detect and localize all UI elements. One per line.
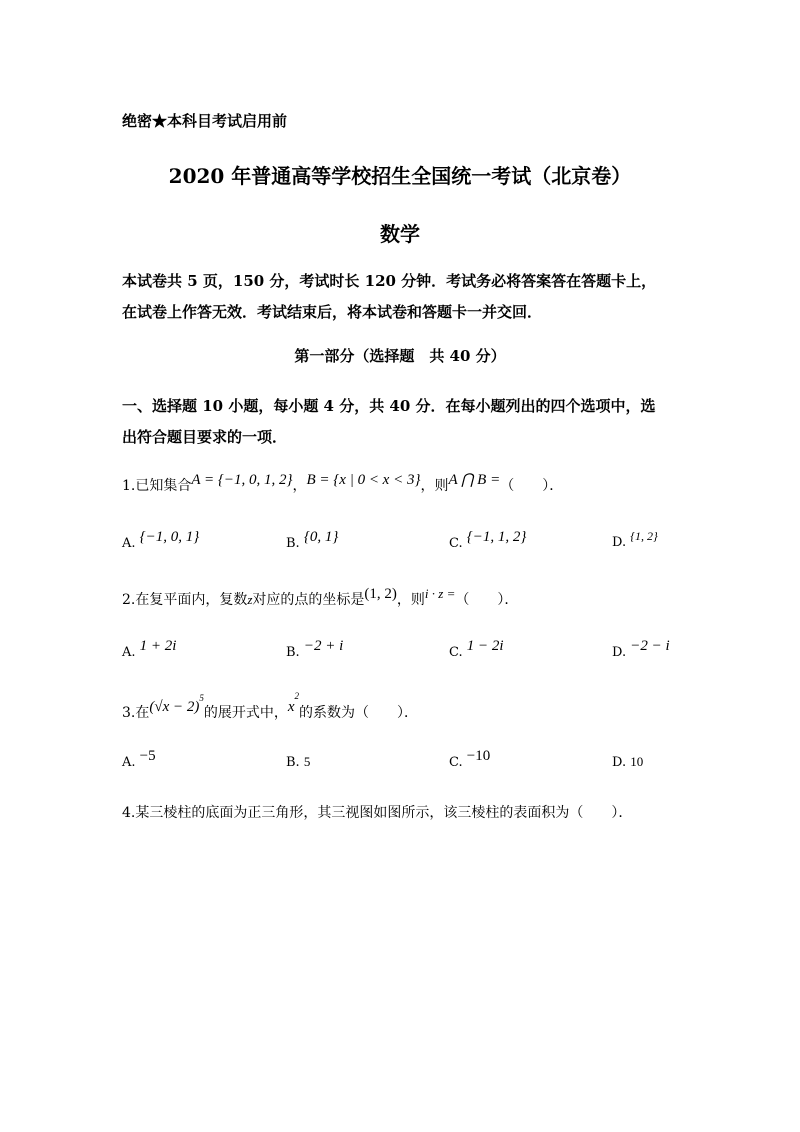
option-3b-value: 5: [303, 754, 311, 769]
question-2-mid2: ，则: [396, 592, 425, 608]
question-3: [122, 691, 419, 722]
option-1a: A. {−1, 0, 1}: [122, 529, 200, 551]
option-3a-value: −5: [139, 748, 156, 764]
question-3-var: x: [287, 699, 295, 715]
option-1c-value: {−1, 1, 2}: [466, 529, 527, 545]
option-2b-value: −2 + i: [303, 638, 344, 654]
option-3b: B. 5: [286, 754, 311, 770]
question-2-product: i · z =: [424, 586, 456, 601]
question-3-var-exponent: 2: [294, 691, 300, 702]
question-1-set-b: B = {x | 0 < x < 3}: [306, 472, 421, 488]
question-1-set-a: A = {−1, 0, 1, 2}: [191, 472, 293, 488]
intro-line-2: 在试卷上作答无效．考试结束后，将本试卷和答题卡一并交回．: [122, 303, 543, 321]
option-3a: A. −5: [122, 748, 156, 770]
exam-subject: 数学: [380, 222, 420, 246]
option-3c-value: −10: [466, 748, 491, 764]
option-3c: C. −10: [449, 748, 491, 770]
question-3-exponent: 5: [199, 693, 204, 704]
option-2d: D. −2 − i: [612, 638, 670, 660]
question-2-prefix: 2.在复平面内，复数: [122, 592, 248, 608]
question-2-point: (1, 2): [364, 586, 397, 602]
question-1-sep: ，: [292, 478, 307, 494]
question-3-prefix: 3.在: [122, 705, 150, 721]
question-1-mid: ，则: [420, 478, 449, 494]
question-2: [122, 586, 519, 609]
option-2c: C. 1 − 2i: [449, 638, 504, 660]
option-2d-value: −2 − i: [630, 638, 670, 654]
question-3-mid: 的展开式中，: [203, 705, 288, 721]
option-3d: D. 10: [612, 754, 644, 770]
question-1-suffix: （ ）．: [500, 478, 564, 494]
intro-line-1: 本试卷共 5 页，150 分，考试时长 120 分钟．考试务必将答案答在答题卡上，: [122, 272, 657, 290]
option-1c: C. {−1, 1, 2}: [449, 529, 527, 551]
question-2-var: z: [247, 592, 253, 607]
question-1-intersection: A ⋂ B =: [448, 472, 501, 488]
section1-line-2: 出符合题目要求的一项．: [122, 428, 288, 446]
section1-line-1: 一、选择题 10 小题，每小题 4 分，共 40 分．在每小题列出的四个选项中，选: [122, 397, 656, 415]
option-1b: B. {0, 1}: [286, 529, 339, 551]
option-1b-value: {0, 1}: [303, 529, 339, 545]
question-3-binomial: (√x − 2): [149, 699, 200, 715]
question-4: 4.某三棱柱的底面为正三角形，其三视图如图所示，该三棱柱的表面积为（ ）．: [122, 805, 633, 821]
exam-title: 2020 年普通高等学校招生全国统一考试（北京卷）: [168, 164, 632, 188]
part1-heading: 第一部分（选择题 共 40 分）: [294, 347, 506, 365]
question-1: [122, 472, 564, 495]
secret-label: 绝密★本科目考试启用前: [122, 112, 288, 130]
question-1-prefix: 1.已知集合: [122, 478, 192, 494]
question-3-suffix: 的系数为（ ）．: [299, 705, 419, 721]
option-3d-value: 10: [630, 754, 644, 769]
option-1a-value: {−1, 0, 1}: [139, 529, 200, 545]
option-2b: B. −2 + i: [286, 638, 344, 660]
option-2a: A. 1 + 2i: [122, 638, 177, 660]
question-2-suffix: （ ）．: [455, 592, 519, 608]
question-2-mid: 对应的点的坐标是: [252, 592, 365, 608]
option-2c-value: 1 − 2i: [466, 638, 504, 654]
option-1d: D. {1, 2}: [612, 529, 658, 550]
option-2a-value: 1 + 2i: [139, 638, 177, 654]
option-1d-value: {1, 2}: [630, 529, 658, 543]
